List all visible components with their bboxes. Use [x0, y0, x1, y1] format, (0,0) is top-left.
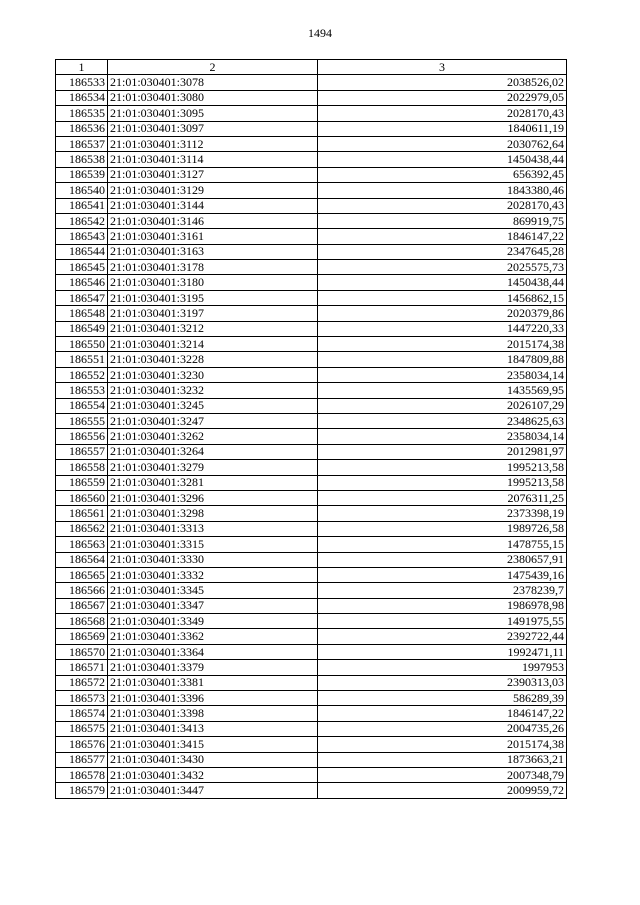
cadastral-value-cell: 2020379,86 — [318, 306, 567, 321]
column-header-2: 2 — [108, 60, 318, 75]
table-header — [56, 60, 567, 75]
table-row — [56, 167, 567, 182]
row-number-cell: 186574 — [56, 706, 108, 721]
table-row — [56, 537, 567, 552]
table-row — [56, 213, 567, 228]
table-row — [56, 413, 567, 428]
table-row — [56, 460, 567, 475]
row-number-cell: 186549 — [56, 321, 108, 336]
cadastral-number-cell: 21:01:030401:3313 — [108, 521, 318, 536]
cadastral-value-cell: 1456862,15 — [318, 290, 567, 305]
table-row — [56, 367, 567, 382]
cadastral-number-cell: 21:01:030401:3396 — [108, 691, 318, 706]
table-row — [56, 121, 567, 136]
table-row — [56, 106, 567, 121]
cadastral-value-cell: 1989726,58 — [318, 521, 567, 536]
cadastral-value-cell: 2007348,79 — [318, 767, 567, 782]
row-number-cell: 186534 — [56, 90, 108, 105]
table-row — [56, 229, 567, 244]
table-row — [56, 691, 567, 706]
row-number-cell: 186569 — [56, 629, 108, 644]
row-number-cell: 186571 — [56, 660, 108, 675]
cadastral-number-cell: 21:01:030401:3281 — [108, 475, 318, 490]
cadastral-number-cell: 21:01:030401:3315 — [108, 537, 318, 552]
row-number-cell: 186548 — [56, 306, 108, 321]
cadastral-value-table — [55, 59, 567, 799]
cadastral-value-cell: 2025575,73 — [318, 260, 567, 275]
cadastral-value-cell: 2026107,29 — [318, 398, 567, 413]
row-number-cell: 186575 — [56, 721, 108, 736]
cadastral-number-cell: 21:01:030401:3214 — [108, 337, 318, 352]
table-row — [56, 583, 567, 598]
cadastral-number-cell: 21:01:030401:3362 — [108, 629, 318, 644]
row-number-cell: 186579 — [56, 783, 108, 798]
table-row — [56, 567, 567, 582]
cadastral-number-cell: 21:01:030401:3163 — [108, 244, 318, 259]
cadastral-value-cell: 1491975,55 — [318, 614, 567, 629]
row-number-cell: 186565 — [56, 567, 108, 582]
row-number-cell: 186558 — [56, 460, 108, 475]
row-number-cell: 186578 — [56, 767, 108, 782]
cadastral-number-cell: 21:01:030401:3228 — [108, 352, 318, 367]
table-row — [56, 614, 567, 629]
cadastral-value-cell: 2390313,03 — [318, 675, 567, 690]
cadastral-value-cell: 2373398,19 — [318, 506, 567, 521]
cadastral-number-cell: 21:01:030401:3262 — [108, 429, 318, 444]
cadastral-value-cell: 1447220,33 — [318, 321, 567, 336]
cadastral-number-cell: 21:01:030401:3364 — [108, 644, 318, 659]
cadastral-value-cell: 2022979,05 — [318, 90, 567, 105]
cadastral-value-cell: 2012981,97 — [318, 444, 567, 459]
table-row — [56, 521, 567, 536]
row-number-cell: 186545 — [56, 260, 108, 275]
cadastral-number-cell: 21:01:030401:3078 — [108, 75, 318, 90]
row-number-cell: 186539 — [56, 167, 108, 182]
cadastral-number-cell: 21:01:030401:3129 — [108, 183, 318, 198]
table-row — [56, 660, 567, 675]
table-row — [56, 629, 567, 644]
cadastral-number-cell: 21:01:030401:3298 — [108, 506, 318, 521]
cadastral-value-cell: 2392722,44 — [318, 629, 567, 644]
cadastral-number-cell: 21:01:030401:3413 — [108, 721, 318, 736]
cadastral-value-cell: 1997953 — [318, 660, 567, 675]
cadastral-number-cell: 21:01:030401:3279 — [108, 460, 318, 475]
row-number-cell: 186553 — [56, 383, 108, 398]
table-row — [56, 721, 567, 736]
table-row — [56, 337, 567, 352]
cadastral-number-cell: 21:01:030401:3195 — [108, 290, 318, 305]
row-number-cell: 186555 — [56, 413, 108, 428]
table-row — [56, 706, 567, 721]
row-number-cell: 186564 — [56, 552, 108, 567]
table-row — [56, 644, 567, 659]
table-row — [56, 152, 567, 167]
cadastral-number-cell: 21:01:030401:3330 — [108, 552, 318, 567]
cadastral-value-cell: 2348625,63 — [318, 413, 567, 428]
cadastral-value-cell: 1478755,15 — [318, 537, 567, 552]
cadastral-value-cell: 2015174,38 — [318, 337, 567, 352]
row-number-cell: 186557 — [56, 444, 108, 459]
cadastral-number-cell: 21:01:030401:3264 — [108, 444, 318, 459]
cadastral-value-cell: 2347645,28 — [318, 244, 567, 259]
row-number-cell: 186568 — [56, 614, 108, 629]
row-number-cell: 186547 — [56, 290, 108, 305]
table-row — [56, 783, 567, 798]
cadastral-value-cell: 1995213,58 — [318, 475, 567, 490]
row-number-cell: 186540 — [56, 183, 108, 198]
cadastral-number-cell: 21:01:030401:3296 — [108, 490, 318, 505]
table-row — [56, 183, 567, 198]
cadastral-value-cell: 2380657,91 — [318, 552, 567, 567]
row-number-cell: 186566 — [56, 583, 108, 598]
table-row — [56, 444, 567, 459]
cadastral-value-cell: 2038526,02 — [318, 75, 567, 90]
cadastral-value-cell: 2378239,7 — [318, 583, 567, 598]
table-row — [56, 506, 567, 521]
cadastral-number-cell: 21:01:030401:3349 — [108, 614, 318, 629]
cadastral-value-cell: 1995213,58 — [318, 460, 567, 475]
cadastral-value-cell: 1992471,11 — [318, 644, 567, 659]
table-row — [56, 90, 567, 105]
table-row — [56, 275, 567, 290]
row-number-cell: 186551 — [56, 352, 108, 367]
cadastral-number-cell: 21:01:030401:3232 — [108, 383, 318, 398]
row-number-cell: 186577 — [56, 752, 108, 767]
cadastral-value-cell: 2004735,26 — [318, 721, 567, 736]
cadastral-value-cell: 1843380,46 — [318, 183, 567, 198]
row-number-cell: 186535 — [56, 106, 108, 121]
cadastral-value-cell: 2028170,43 — [318, 198, 567, 213]
cadastral-number-cell: 21:01:030401:3114 — [108, 152, 318, 167]
cadastral-value-cell: 1450438,44 — [318, 152, 567, 167]
table-row — [56, 198, 567, 213]
row-number-cell: 186556 — [56, 429, 108, 444]
table-row — [56, 490, 567, 505]
cadastral-value-cell: 1873663,21 — [318, 752, 567, 767]
cadastral-number-cell: 21:01:030401:3345 — [108, 583, 318, 598]
cadastral-number-cell: 21:01:030401:3430 — [108, 752, 318, 767]
row-number-cell: 186541 — [56, 198, 108, 213]
table-row — [56, 398, 567, 413]
table-row — [56, 475, 567, 490]
cadastral-value-cell: 1435569,95 — [318, 383, 567, 398]
row-number-cell: 186544 — [56, 244, 108, 259]
cadastral-number-cell: 21:01:030401:3127 — [108, 167, 318, 182]
row-number-cell: 186572 — [56, 675, 108, 690]
table-row — [56, 552, 567, 567]
cadastral-value-cell: 656392,45 — [318, 167, 567, 182]
cadastral-value-cell: 1450438,44 — [318, 275, 567, 290]
table-row — [56, 429, 567, 444]
cadastral-value-cell: 2028170,43 — [318, 106, 567, 121]
row-number-cell: 186570 — [56, 644, 108, 659]
row-number-cell: 186563 — [56, 537, 108, 552]
row-number-cell: 186543 — [56, 229, 108, 244]
cadastral-number-cell: 21:01:030401:3146 — [108, 213, 318, 228]
cadastral-number-cell: 21:01:030401:3180 — [108, 275, 318, 290]
table-row — [56, 752, 567, 767]
row-number-cell: 186560 — [56, 490, 108, 505]
row-number-cell: 186533 — [56, 75, 108, 90]
cadastral-number-cell: 21:01:030401:3230 — [108, 367, 318, 382]
row-number-cell: 186536 — [56, 121, 108, 136]
row-number-cell: 186562 — [56, 521, 108, 536]
cadastral-number-cell: 21:01:030401:3080 — [108, 90, 318, 105]
table-row — [56, 321, 567, 336]
table-row — [56, 75, 567, 90]
cadastral-number-cell: 21:01:030401:3332 — [108, 567, 318, 582]
table-row — [56, 290, 567, 305]
column-header-3: 3 — [318, 60, 567, 75]
table-row — [56, 244, 567, 259]
cadastral-value-cell: 1840611,19 — [318, 121, 567, 136]
table-row — [56, 136, 567, 151]
cadastral-number-cell: 21:01:030401:3144 — [108, 198, 318, 213]
row-number-cell: 186552 — [56, 367, 108, 382]
cadastral-value-cell: 586289,39 — [318, 691, 567, 706]
cadastral-number-cell: 21:01:030401:3095 — [108, 106, 318, 121]
cadastral-number-cell: 21:01:030401:3197 — [108, 306, 318, 321]
cadastral-number-cell: 21:01:030401:3245 — [108, 398, 318, 413]
cadastral-value-cell: 1475439,16 — [318, 567, 567, 582]
row-number-cell: 186554 — [56, 398, 108, 413]
cadastral-value-cell: 1846147,22 — [318, 706, 567, 721]
table-row — [56, 383, 567, 398]
row-number-cell: 186550 — [56, 337, 108, 352]
cadastral-value-cell: 1847809,88 — [318, 352, 567, 367]
row-number-cell: 186537 — [56, 136, 108, 151]
table-row — [56, 306, 567, 321]
table-row — [56, 737, 567, 752]
cadastral-value-cell: 2358034,14 — [318, 367, 567, 382]
cadastral-number-cell: 21:01:030401:3112 — [108, 136, 318, 151]
cadastral-value-cell: 2015174,38 — [318, 737, 567, 752]
table-row — [56, 767, 567, 782]
cadastral-number-cell: 21:01:030401:3432 — [108, 767, 318, 782]
cadastral-value-cell: 1846147,22 — [318, 229, 567, 244]
cadastral-value-cell: 1986978,98 — [318, 598, 567, 613]
row-number-cell: 186573 — [56, 691, 108, 706]
row-number-cell: 186559 — [56, 475, 108, 490]
page-number: 1494 — [308, 26, 332, 40]
cadastral-value-cell: 869919,75 — [318, 213, 567, 228]
cadastral-value-cell: 2076311,25 — [318, 490, 567, 505]
cadastral-number-cell: 21:01:030401:3097 — [108, 121, 318, 136]
cadastral-value-cell: 2030762,64 — [318, 136, 567, 151]
table-row — [56, 675, 567, 690]
table-row — [56, 260, 567, 275]
cadastral-number-cell: 21:01:030401:3178 — [108, 260, 318, 275]
row-number-cell: 186538 — [56, 152, 108, 167]
row-number-cell: 186542 — [56, 213, 108, 228]
cadastral-number-cell: 21:01:030401:3415 — [108, 737, 318, 752]
cadastral-number-cell: 21:01:030401:3379 — [108, 660, 318, 675]
cadastral-value-cell: 2358034,14 — [318, 429, 567, 444]
row-number-cell: 186546 — [56, 275, 108, 290]
table-row — [56, 598, 567, 613]
cadastral-number-cell: 21:01:030401:3398 — [108, 706, 318, 721]
cadastral-number-cell: 21:01:030401:3381 — [108, 675, 318, 690]
row-number-cell: 186576 — [56, 737, 108, 752]
cadastral-number-cell: 21:01:030401:3447 — [108, 783, 318, 798]
table-body — [56, 75, 567, 798]
cadastral-number-cell: 21:01:030401:3212 — [108, 321, 318, 336]
cadastral-value-cell: 2009959,72 — [318, 783, 567, 798]
table-row — [56, 352, 567, 367]
header-row — [56, 60, 567, 75]
column-header-1: 1 — [56, 60, 108, 75]
row-number-cell: 186561 — [56, 506, 108, 521]
cadastral-number-cell: 21:01:030401:3247 — [108, 413, 318, 428]
row-number-cell: 186567 — [56, 598, 108, 613]
cadastral-number-cell: 21:01:030401:3161 — [108, 229, 318, 244]
cadastral-number-cell: 21:01:030401:3347 — [108, 598, 318, 613]
